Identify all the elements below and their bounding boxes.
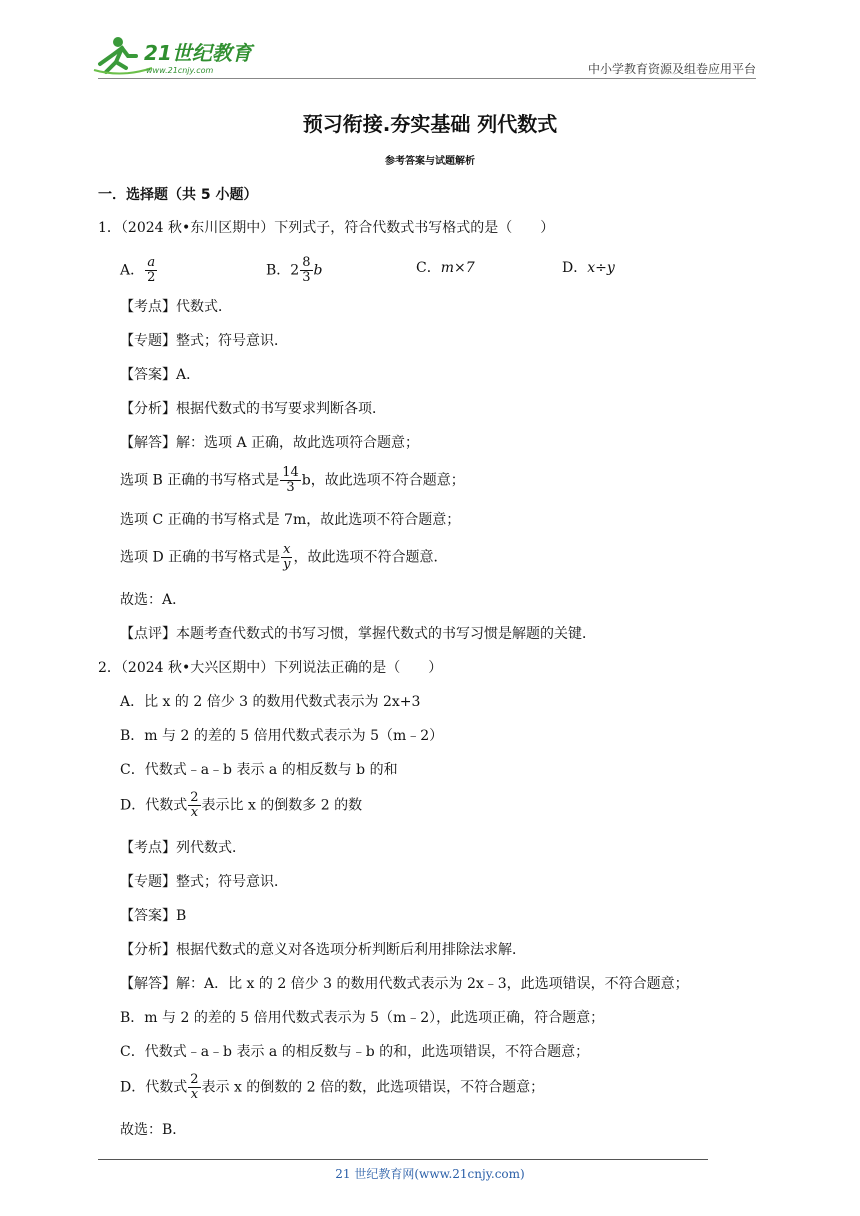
- q1-comment: 【点评】本题考查代数式的书写习惯，掌握代数式的书写习惯是解题的关键．: [120, 626, 596, 642]
- q1-option-d: D．x÷y: [562, 260, 615, 276]
- q2-solution-a: 【解答】解：A．比 x 的 2 倍少 3 的数用代数式表示为 2x﹣3，此选项错误，不符合题意；: [120, 976, 689, 992]
- q1-analysis: 【分析】根据代数式的书写要求判断各项．: [120, 401, 386, 417]
- q1-final-choice: 故选：A．: [120, 592, 187, 608]
- q2-stem: 2．（2024 秋•大兴区期中）下列说法正确的是（ ）: [98, 660, 443, 676]
- page-title: 预习衔接.夯实基础 列代数式: [302, 112, 558, 136]
- fraction-2-over-x-2: $\frac{2}{x}$: [190, 1072, 199, 1102]
- q1-zhuanti: 【专题】整式；符号意识．: [120, 333, 288, 349]
- fraction-x-over-y: $\frac{x}{y}$: [283, 542, 291, 572]
- fraction-8-over-3: $\frac{8}{3}$: [302, 255, 311, 285]
- q1-option-a: A． $\frac{a}{2}$: [120, 255, 156, 285]
- q2-analysis: 【分析】根据代数式的意义对各选项分析判断后利用排除法求解．: [120, 942, 526, 958]
- q2-answer: 【答案】B: [120, 908, 187, 924]
- q1-solution-c: 选项 C 正确的书写格式是 7m，故此选项不符合题意；: [120, 512, 461, 528]
- q2-solution-b: B．m 与 2 的差的 5 倍用代数式表示为 5（m﹣2），此选项正确，符合题意；: [120, 1010, 605, 1026]
- footer-divider: [98, 1159, 708, 1160]
- q2-solution-d: D．代数式 $\frac{2}{x}$ 表示 x 的倒数的 2 倍的数，此选项错误，不符合题意；: [120, 1072, 545, 1102]
- q2-kaodian: 【考点】列代数式．: [120, 840, 246, 856]
- q1-kaodian: 【考点】代数式．: [120, 299, 232, 315]
- q2-solution-c: C．代数式﹣a﹣b 表示 a 的相反数与﹣b 的和，此选项错误，不符合题意；: [120, 1044, 590, 1060]
- fraction-14-over-3: $\frac{14}{3}$: [282, 465, 299, 495]
- svg-text:21世纪教育: 21世纪教育: [144, 41, 252, 65]
- fraction-a-over-2: $\frac{a}{2}$: [147, 255, 156, 285]
- section-heading: 一．选择题（共 5 小题）: [98, 187, 258, 203]
- q2-zhuanti: 【专题】整式；符号意识．: [120, 874, 288, 890]
- q2-option-c: C．代数式﹣a﹣b 表示 a 的相反数与 b 的和: [120, 762, 398, 778]
- q2-final-choice: 故选：B．: [120, 1122, 187, 1138]
- q2-option-a: A．比 x 的 2 倍少 3 的数用代数式表示为 2x+3: [120, 694, 421, 710]
- footer-link[interactable]: 21 世纪教育网(www.21cnjy.com): [335, 1167, 525, 1181]
- q1-solution: 【解答】解：选项 A 正确，故此选项符合题意；: [120, 435, 420, 451]
- q1-stem: 1．（2024 秋•东川区期中）下列式子，符合代数式书写格式的是（ ）: [98, 220, 555, 236]
- q1-solution-b: 选项 B 正确的书写格式是 $\frac{14}{3}$ b，故此选项不符合题意；: [120, 465, 465, 495]
- svg-text:www.21cnjy.com: www.21cnjy.com: [146, 66, 214, 75]
- header-platform-text: 中小学教育资源及组卷应用平台: [587, 62, 756, 76]
- q1-option-b: B．2 $\frac{8}{3}$ b: [266, 255, 323, 285]
- page-subtitle: 参考答案与试题解析: [385, 156, 475, 167]
- logo: [92, 34, 262, 78]
- fraction-2-over-x: $\frac{2}{x}$: [190, 790, 199, 820]
- header-divider: [98, 78, 756, 79]
- q1-answer: 【答案】A．: [120, 367, 201, 383]
- q1-solution-d: 选项 D 正确的书写格式是 $\frac{x}{y}$ ，故此选项不符合题意．: [120, 542, 448, 572]
- q1-option-c: C．m×7: [416, 260, 475, 276]
- q2-option-b: B．m 与 2 的差的 5 倍用代数式表示为 5（m﹣2）: [120, 728, 444, 744]
- q2-option-d: D．代数式 $\frac{2}{x}$ 表示比 x 的倒数多 2 的数: [120, 790, 363, 820]
